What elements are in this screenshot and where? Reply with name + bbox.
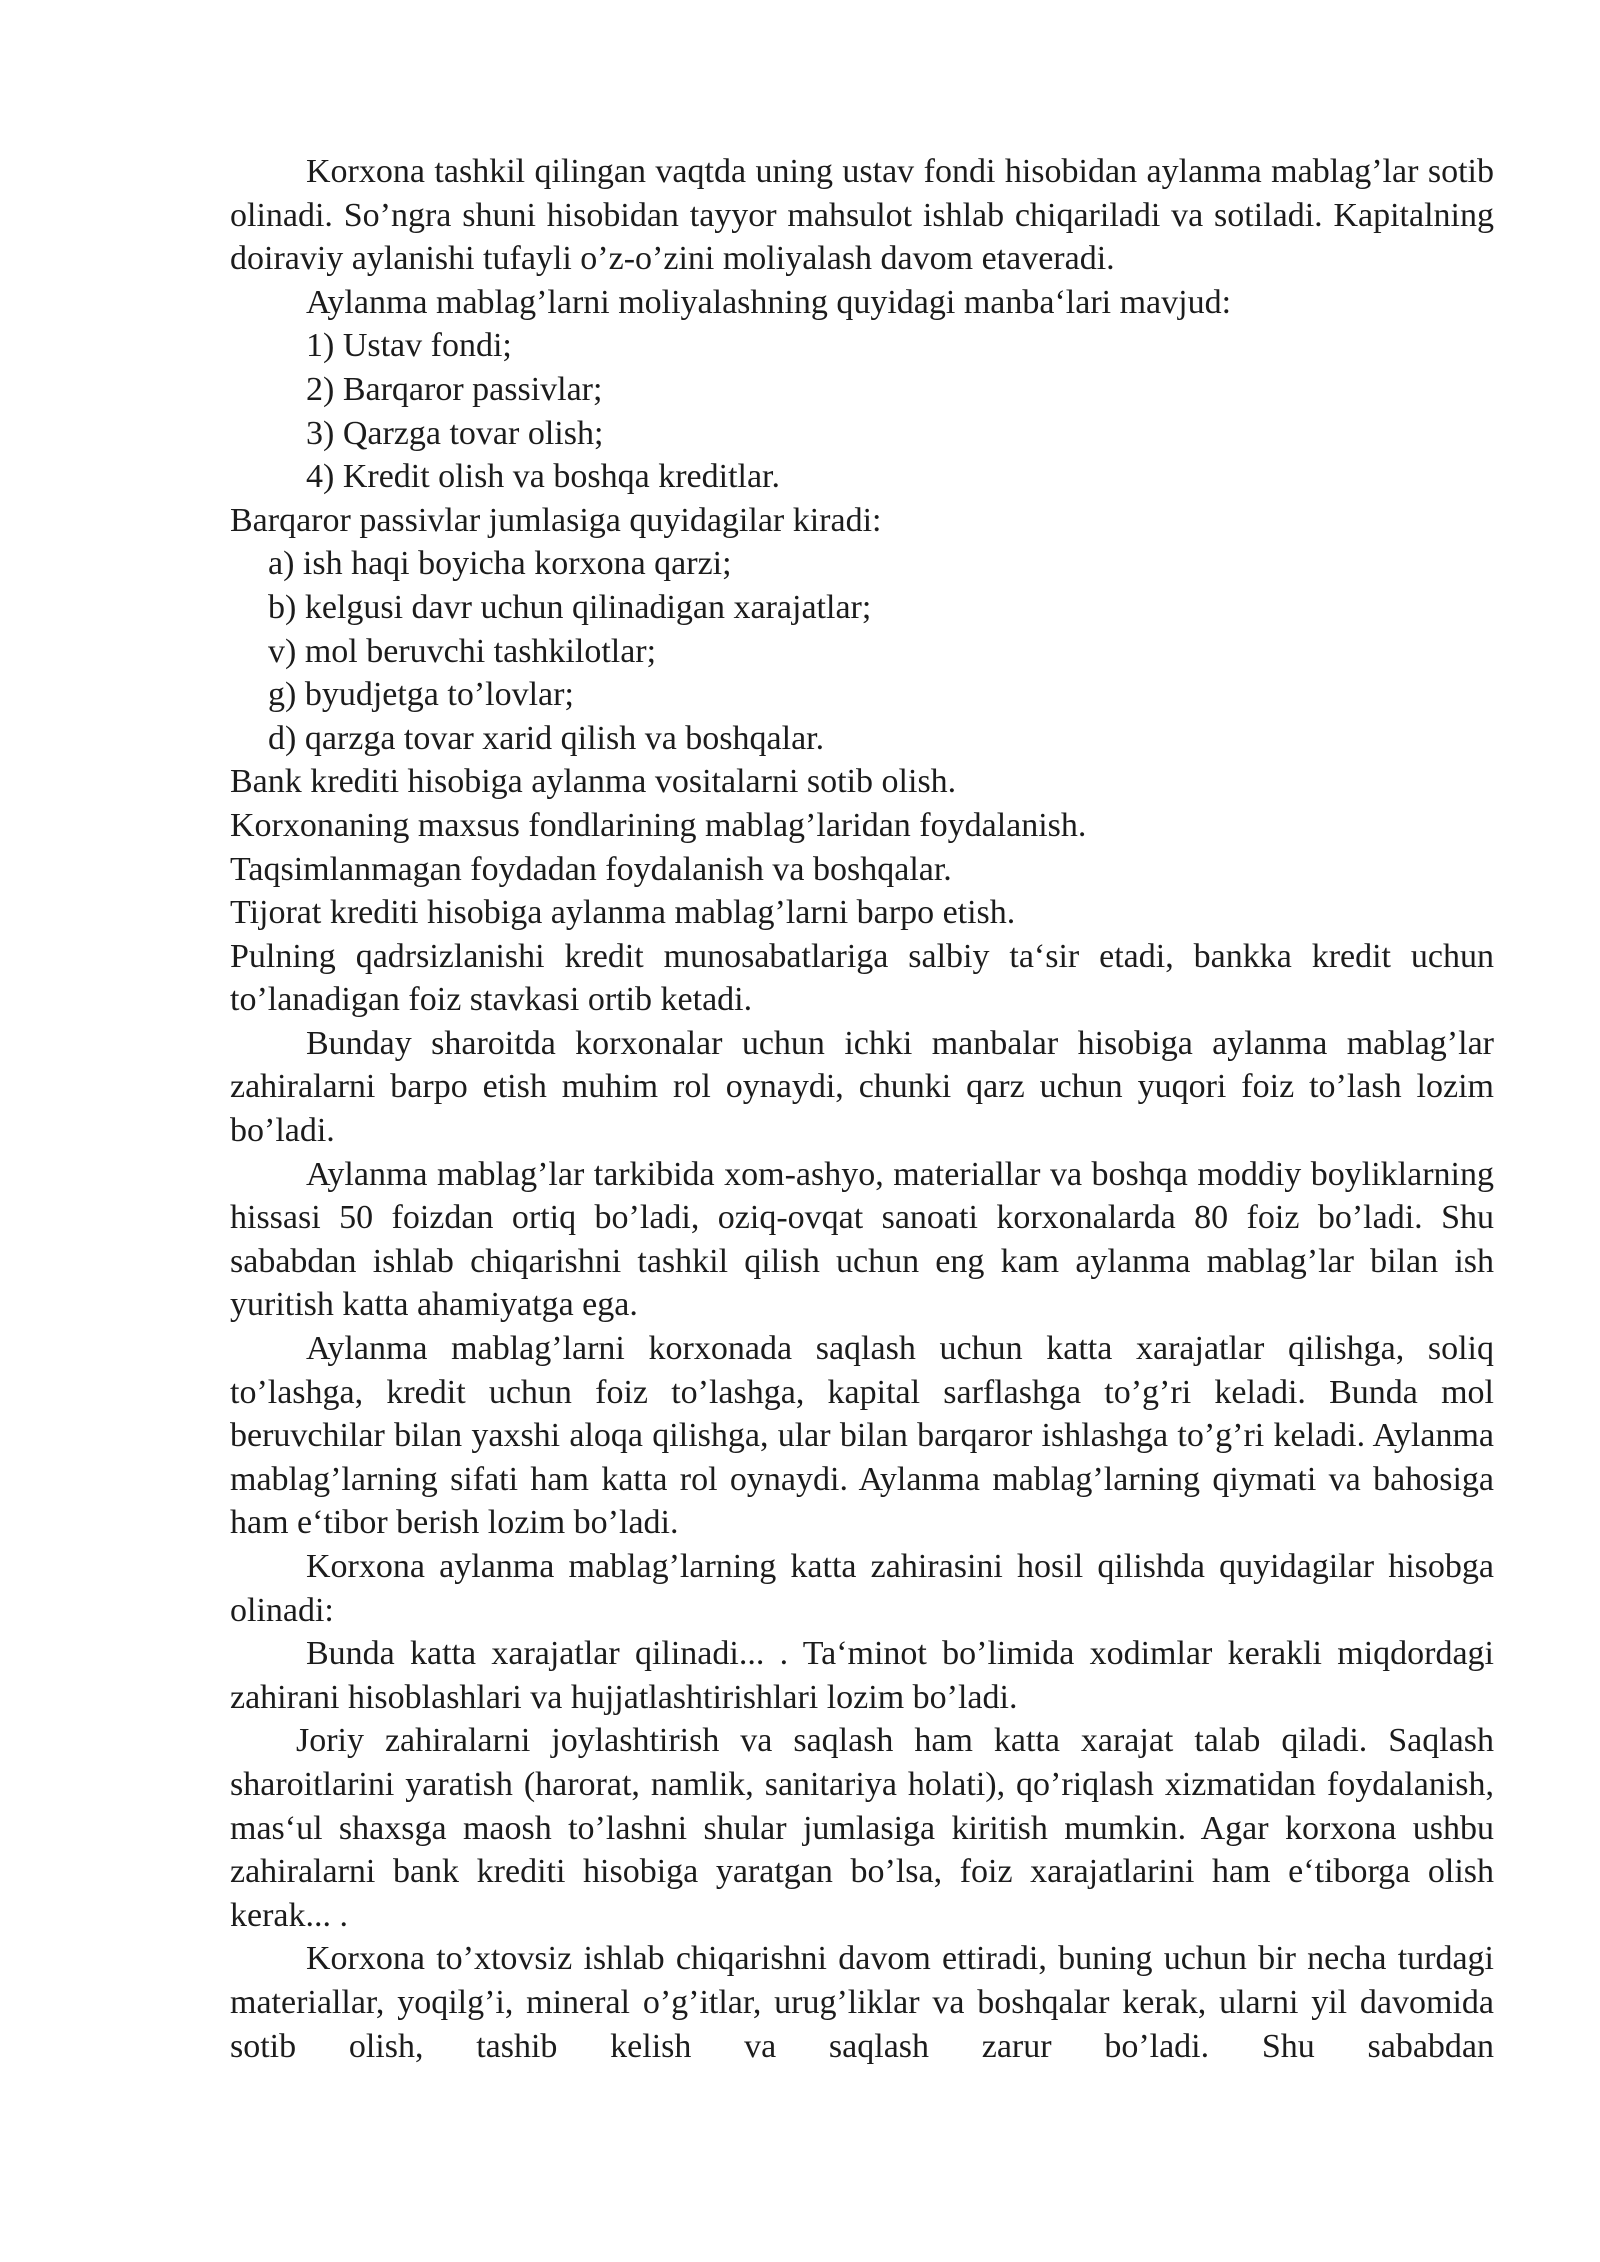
paragraph-storage-costs: Aylanma mablag’larni korxonada saqlash uchun katta xarajatlar qilishga, soliq to’lashga, kredit uchun foiz to’lashga, kapital sarflashga to’g’ri keladi. Bunda mol beruvchilar bilan yaxshi aloqa qilishga, ular bilan barqaror ishlashga to’g’ri keladi. Aylanma mablag’larning sifati ham katta rol oynaydi. Aylanma mablag’larning qiymati va bahosiga ham e‘tibor berish lozim bo’ladi. bbox=[230, 1330, 1494, 1542]
paragraph-ustav-fondi: Korxona tashkil qilingan vaqtda uning ustav fondi hisobidan aylanma mablag’lar sotib olinadi. So’ngra shuni hisobidan tayyor mahsulot ishlab chiqariladi va sotiladi. Kapitalning doiraviy aylanishi tufayli o’z-o’zini moliyalash davom etaveradi. bbox=[230, 153, 1494, 278]
plain-line: Tijorat krediti hisobiga aylanma mablag’larni barpo etish. bbox=[230, 894, 1016, 932]
list-item: 4) Kredit olish va boshqa kreditlar. bbox=[306, 458, 781, 496]
document-page bbox=[230, 150, 1494, 2068]
paragraph-financing-sources: Aylanma mablag’larni moliyalashning quyidagi manba‘lari mavjud: bbox=[306, 283, 1232, 321]
plain-line: Taqsimlanmagan foydadan foydalanish va boshqalar. bbox=[230, 850, 952, 888]
plain-line: Korxonaning maxsus fondlarining mablag’laridan foydalanish. bbox=[230, 806, 1087, 844]
paragraph-internal-sources: Bunday sharoitda korxonalar uchun ichki manbalar hisobiga aylanma mablag’lar zahiralarni barpo etish muhim rol oynaydi, chunki qarz uchun yuqori foiz to’lash lozim bo’ladi. bbox=[230, 1024, 1494, 1150]
paragraph-supply-department: Bunda katta xarajatlar qilinadi... . Ta‘minot bo’limida xodimlar kerakli miqdordagi zahirani hisoblashlari va hujjatlashtirishlari lozim bo’ladi. bbox=[230, 1635, 1494, 1716]
numbered-list bbox=[230, 324, 1494, 498]
list-item: 3) Qarzga tovar olish; bbox=[306, 414, 604, 452]
list-item: b) kelgusi davr uchun qilinadigan xarajatlar; bbox=[268, 588, 872, 626]
paragraph-inflation: Pulning qadrsizlanishi kredit munosabatlariga salbiy ta‘sir etadi, bankka kredit uchun to’lanadigan foiz stavkasi ortib ketadi. bbox=[230, 937, 1494, 1019]
list-item: d) qarzga tovar xarid qilish va boshqalar. bbox=[268, 719, 825, 757]
lettered-list bbox=[230, 542, 1494, 760]
paragraph-continuous-production: Korxona to’xtovsiz ishlab chiqarishni davom ettiradi, buning uchun bir necha turdagi materiallar, yoqilg’i, mineral o’g’itlar, urug’liklar va boshqalar kerak, ularni yil davomida sotib olish, tashib kelish va saqlash zarur bo’ladi. Shu sababdan bbox=[230, 1940, 1494, 2065]
list-item: 1) Ustav fondi; bbox=[306, 327, 512, 365]
list-item: g) byudjetga to’lovlar; bbox=[268, 676, 574, 714]
passives-intro: Barqaror passivlar jumlasiga quyidagilar kiradi: bbox=[230, 501, 882, 539]
paragraph-composition: Aylanma mablag’lar tarkibida xom-ashyo, materiallar va boshqa moddiy boyliklarning hissasi 50 foizdan ortiq bo’ladi, oziq-ovqat sanoati korxonalarda 80 foiz bo’ladi. Shu sababdan ishlab chiqarishni tashkil qilish uchun eng kam aylanma mablag’lar bilan ish yuritish katta ahamiyatga ega. bbox=[230, 1155, 1494, 1324]
paragraph-large-reserves: Korxona aylanma mablag’larning katta zahirasini hosil qilishda quyidagilar hisobga olinadi: bbox=[230, 1548, 1494, 1629]
plain-line: Bank krediti hisobiga aylanma vositalarni sotib olish. bbox=[230, 763, 957, 801]
list-item: 2) Barqaror passivlar; bbox=[306, 370, 603, 408]
paragraph-current-reserves: Joriy zahiralarni joylashtirish va saqlash ham katta xarajat talab qiladi. Saqlash sharoitlarini yaratish (harorat, namlik, sanitariya holati), qo’riqlash xizmatidan foydalanish, mas‘ul shaxsga maosh to’lashni shular jumlasiga kiritish mumkin. Agar korxona ushbu zahiralarni bank krediti hisobiga yaratgan bo’lsa, foiz xarajatlarini ham e‘tiborga olish kerak... . bbox=[230, 1722, 1494, 1934]
list-item: a) ish haqi boyicha korxona qarzi; bbox=[268, 545, 732, 583]
list-item: v) mol beruvchi tashkilotlar; bbox=[268, 632, 657, 670]
